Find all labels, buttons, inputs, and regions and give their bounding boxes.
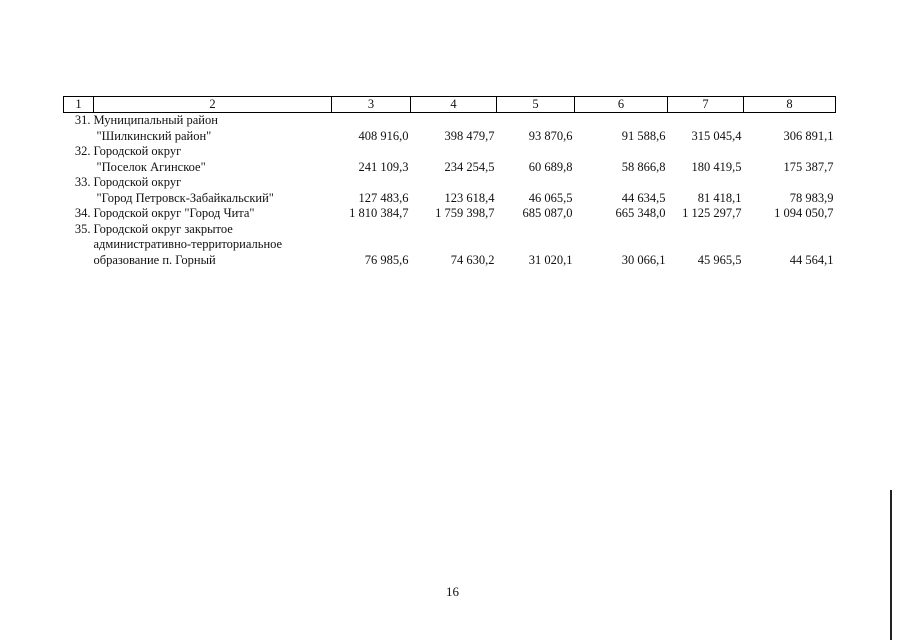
row-number: 34. [74,206,91,220]
row-name [94,144,332,175]
value-cell: 46 065,5 [528,190,573,205]
column-header: 1 [64,97,94,113]
row-name [94,206,332,222]
value-cell: 58 866,8 [621,159,666,174]
value-cell: 93 870,6 [528,128,573,143]
row-name [94,175,332,206]
row-number: 35. [74,221,91,236]
table-row [64,206,836,222]
value-cell: 315 045,4 [691,128,742,143]
row-name-line: Городской округ "Город Чита" [93,206,255,220]
value-cell: 175 387,7 [783,159,834,174]
page-number: 16 [446,584,459,599]
table-row [64,175,836,206]
column-header: 8 [744,97,836,113]
value-cell: 1 125 297,7 [682,206,742,220]
row-name-line: "Шилкинский район" [96,128,212,143]
value-cell: 123 618,4 [444,190,495,205]
header-row [64,97,836,113]
value-cell: 44 634,5 [621,190,666,205]
value-cell: 665 348,0 [615,206,666,220]
row-number: 33. [74,175,91,189]
value-cell: 408 916,0 [358,128,409,143]
value-cell: 234 254,5 [444,159,495,174]
value-cell: 1 094 050,7 [774,206,834,220]
value-cell: 685 087,0 [522,206,573,220]
value-cell: 180 419,5 [691,159,742,174]
value-cell: 241 109,3 [358,159,409,174]
table-row [64,113,836,145]
column-header: 7 [668,97,744,113]
row-name-line: Городской округ [93,175,182,189]
row-name-line: "Поселок Агинское" [96,159,206,174]
value-cell: 1 810 384,7 [349,206,409,220]
value-cell: 127 483,6 [358,190,409,205]
value-cell: 30 066,1 [621,252,666,267]
value-cell: 45 965,5 [697,252,742,267]
column-header: 5 [497,97,575,113]
scan-edge-line [890,490,892,640]
row-name [94,113,332,145]
row-name-line: административно-территориальное [93,237,283,251]
value-cell: 78 983,9 [789,190,834,205]
value-cell: 81 418,1 [697,190,742,205]
table-row [64,222,836,269]
row-number: 31. [74,113,91,127]
row-name-line: образование п. Горный [93,252,216,267]
value-cell: 1 759 398,7 [435,206,495,220]
column-header: 6 [575,97,668,113]
value-cell: 74 630,2 [450,252,495,267]
table-row [64,144,836,175]
value-cell: 31 020,1 [528,252,573,267]
row-number: 32. [74,144,91,158]
column-header: 4 [411,97,497,113]
row-name-line: Муниципальный район [93,113,218,127]
value-cell: 306 891,1 [783,128,834,143]
column-header: 2 [94,97,332,113]
row-name [94,222,332,269]
row-name-line: Городской округ [93,144,182,158]
column-header: 3 [332,97,411,113]
value-cell: 398 479,7 [444,128,495,143]
data-table [63,96,836,268]
row-name-line: Городской округ закрытое [93,221,233,236]
value-cell: 91 588,6 [621,128,666,143]
value-cell: 44 564,1 [789,252,834,267]
value-cell: 76 985,6 [364,252,409,267]
value-cell: 60 689,8 [528,159,573,174]
row-name-line: "Город Петровск-Забайкальский" [96,190,274,205]
